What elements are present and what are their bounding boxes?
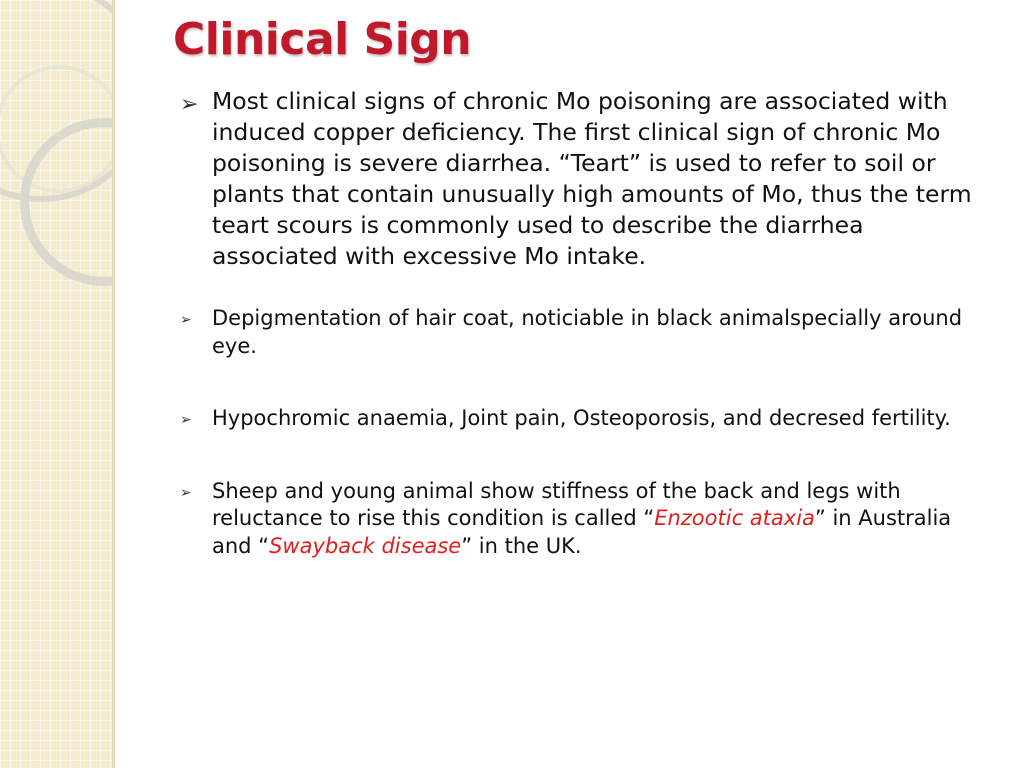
bullet-item bbox=[180, 86, 996, 272]
highlight-term: Swayback disease bbox=[269, 533, 462, 558]
bullet-text bbox=[212, 479, 951, 558]
slide-title: Clinical Sign bbox=[173, 14, 472, 65]
arrow-bullet-icon: ➢ bbox=[180, 484, 192, 501]
bullet-item bbox=[180, 478, 996, 561]
bullet-item bbox=[180, 305, 996, 360]
bullet-text-part: ” in the UK. bbox=[461, 533, 582, 558]
bullet-text-part: Sheep and young animal show stiffness of the back and legs with reluctance to rise this condition is called “ bbox=[212, 478, 901, 530]
bullet-text-part: ” in Australia and “ bbox=[212, 506, 952, 558]
bullet-item bbox=[180, 405, 996, 433]
arrow-bullet-icon: ➢ bbox=[180, 92, 199, 117]
bullet-text: Hypochromic anaemia, Joint pain, Osteoporosis, and decresed fertility. bbox=[212, 406, 951, 430]
bullet-text: Most clinical signs of chronic Mo poisoning are associated with induced copper deficiency. The first clinical sign of chronic Mo poisoning is severe diarrhea. “Teart” is used to refer to soil or plants that contain unusually high amounts of Mo, thus the term teart scours is commonly used to describe the diarrhea associated with excessive Mo intake. bbox=[212, 87, 972, 270]
side-decoration-band bbox=[0, 0, 112, 768]
highlight-term: Enzootic ataxia bbox=[654, 506, 815, 530]
arrow-bullet-icon: ➢ bbox=[180, 312, 192, 328]
side-band-edge bbox=[112, 0, 115, 768]
arrow-bullet-icon: ➢ bbox=[180, 412, 192, 428]
slide-body bbox=[180, 86, 996, 560]
bullet-text: Depigmentation of hair coat, noticiable in black animalspecially around eye. bbox=[212, 306, 963, 358]
